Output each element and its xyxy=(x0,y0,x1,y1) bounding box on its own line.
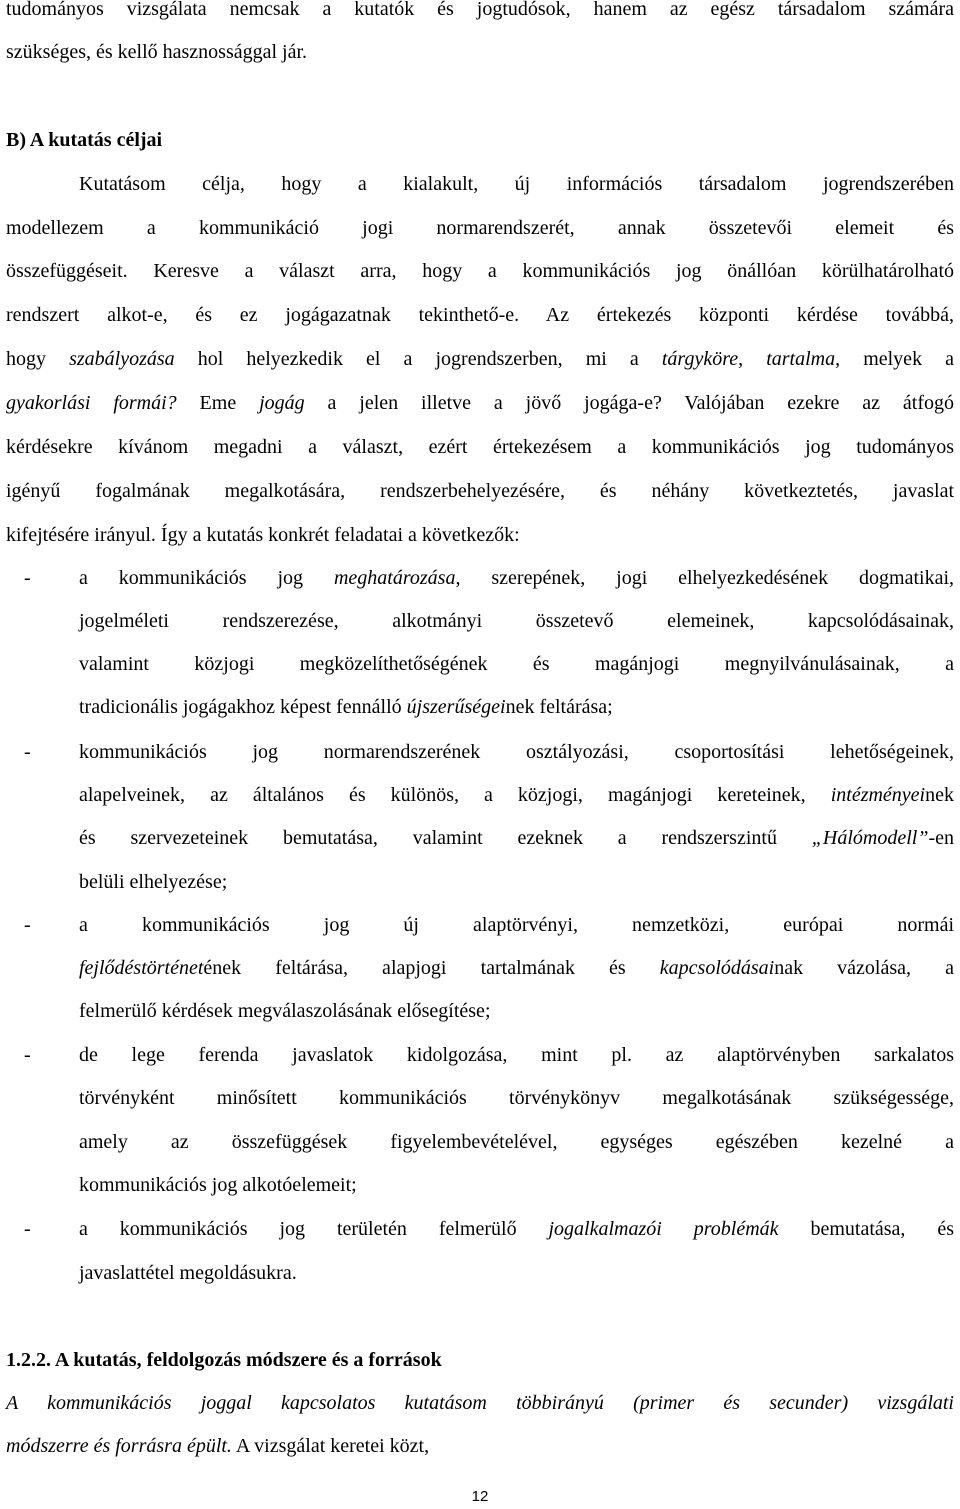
paragraph-line: tudományos vizsgálata nemcsak a kutatók és jogtudósok, hanem az egész társadalom számára xyxy=(6,0,954,20)
list-dash: - xyxy=(24,914,31,936)
list-item-line: kommunikációs jog normarendszerének osztályozási, csoportosítási lehetőségeinek, xyxy=(79,741,954,763)
list-item-line: amely az összefüggések figyelembevételével, egységes egészében kezelné a xyxy=(79,1131,954,1153)
list-item-line: belüli elhelyezése; xyxy=(79,871,228,893)
paragraph-line: kérdésekre kívánom megadni a választ, ezért értekezésem a kommunikációs jog tudományos xyxy=(6,436,954,458)
list-item-line: de lege ferenda javaslatok kidolgozása, mint pl. az alaptörvényben sarkalatos xyxy=(79,1044,954,1066)
paragraph-line: gyakorlási formái? Eme jogág a jelen illetve a jövő jogága-e? Valójában ezekre az átfogó xyxy=(6,392,954,414)
list-item-line: valamint közjogi megközelíthetőségének és magánjogi megnyilvánulásainak, a xyxy=(79,653,954,675)
section-heading-b: B) A kutatás céljai xyxy=(6,129,163,151)
list-item-line: a kommunikációs jog meghatározása, szerepének, jogi elhelyezkedésének dogmatikai, xyxy=(79,567,954,589)
list-dash: - xyxy=(24,741,31,763)
list-item-line: alapelveinek, az általános és különös, a közjogi, magánjogi kereteinek, intézményeinek xyxy=(79,784,954,806)
paragraph-line: kifejtésére irányul. Így a kutatás konkrét feladatai a következők: xyxy=(6,524,520,546)
list-item-line: kommunikációs jog alkotóelemeit; xyxy=(79,1174,357,1196)
section-heading: 1.2.2. A kutatás, feldolgozás módszere és a források xyxy=(6,1349,442,1371)
paragraph-line: hogy szabályozása hol helyezkedik el a jogrendszerben, mi a tárgyköre, tartalma, melyek a xyxy=(6,348,955,370)
list-item-line: javaslattétel megoldásukra. xyxy=(79,1262,297,1284)
list-item-line: felmerülő kérdések megválaszolásának elősegítése; xyxy=(79,1000,491,1022)
paragraph-line: igényű fogalmának megalkotására, rendszerbehelyezésére, és néhány következtetés, javaslat xyxy=(6,480,954,502)
list-item-line: és szervezeteinek bemutatása, valamint ezeknek a rendszerszintű „Hálómodell”-en xyxy=(79,827,954,849)
list-item-line: tradicionális jogágakhoz képest fennálló újszerűségeinek feltárása; xyxy=(79,696,613,718)
list-item-line: a kommunikációs jog új alaptörvényi, nemzetközi, európai normái xyxy=(79,914,954,936)
page-number: 12 xyxy=(471,1488,489,1505)
paragraph-line: Kutatásom célja, hogy a kialakult, új információs társadalom jogrendszerében xyxy=(79,173,954,195)
paragraph-line: modellezem a kommunikáció jogi normarendszerét, annak összetevői elemeit és xyxy=(6,217,954,239)
paragraph-line: összefüggéseit. Keresve a választ arra, hogy a kommunikációs jog önállóan körülhatárolható xyxy=(6,260,954,282)
paragraph-line: szükséges, és kellő hasznossággal jár. xyxy=(6,41,308,63)
list-item-line: jogelméleti rendszerezése, alkotmányi összetevő elemeinek, kapcsolódásainak, xyxy=(79,610,954,632)
list-item-line: törvényként minősített kommunikációs törvénykönyv megalkotásának szükségessége, xyxy=(79,1087,954,1109)
paragraph-line: A kommunikációs joggal kapcsolatos kutatásom többirányú (primer és secunder) vizsgálati xyxy=(6,1392,954,1414)
paragraph-line: módszerre és forrásra épült. A vizsgálat keretei közt, xyxy=(6,1435,430,1457)
list-dash: - xyxy=(24,1218,31,1240)
paragraph-line: rendszert alkot-e, és ez jogágazatnak tekinthető-e. Az értekezés központi kérdése továbbá, xyxy=(6,304,954,326)
list-dash: - xyxy=(24,1044,31,1066)
list-item-line: fejlődéstörténetének feltárása, alapjogi tartalmának és kapcsolódásainak vázolása, a xyxy=(79,957,954,979)
list-item-line: a kommunikációs jog területén felmerülő jogalkalmazói problémák bemutatása, és xyxy=(79,1218,955,1240)
list-dash: - xyxy=(24,567,31,589)
